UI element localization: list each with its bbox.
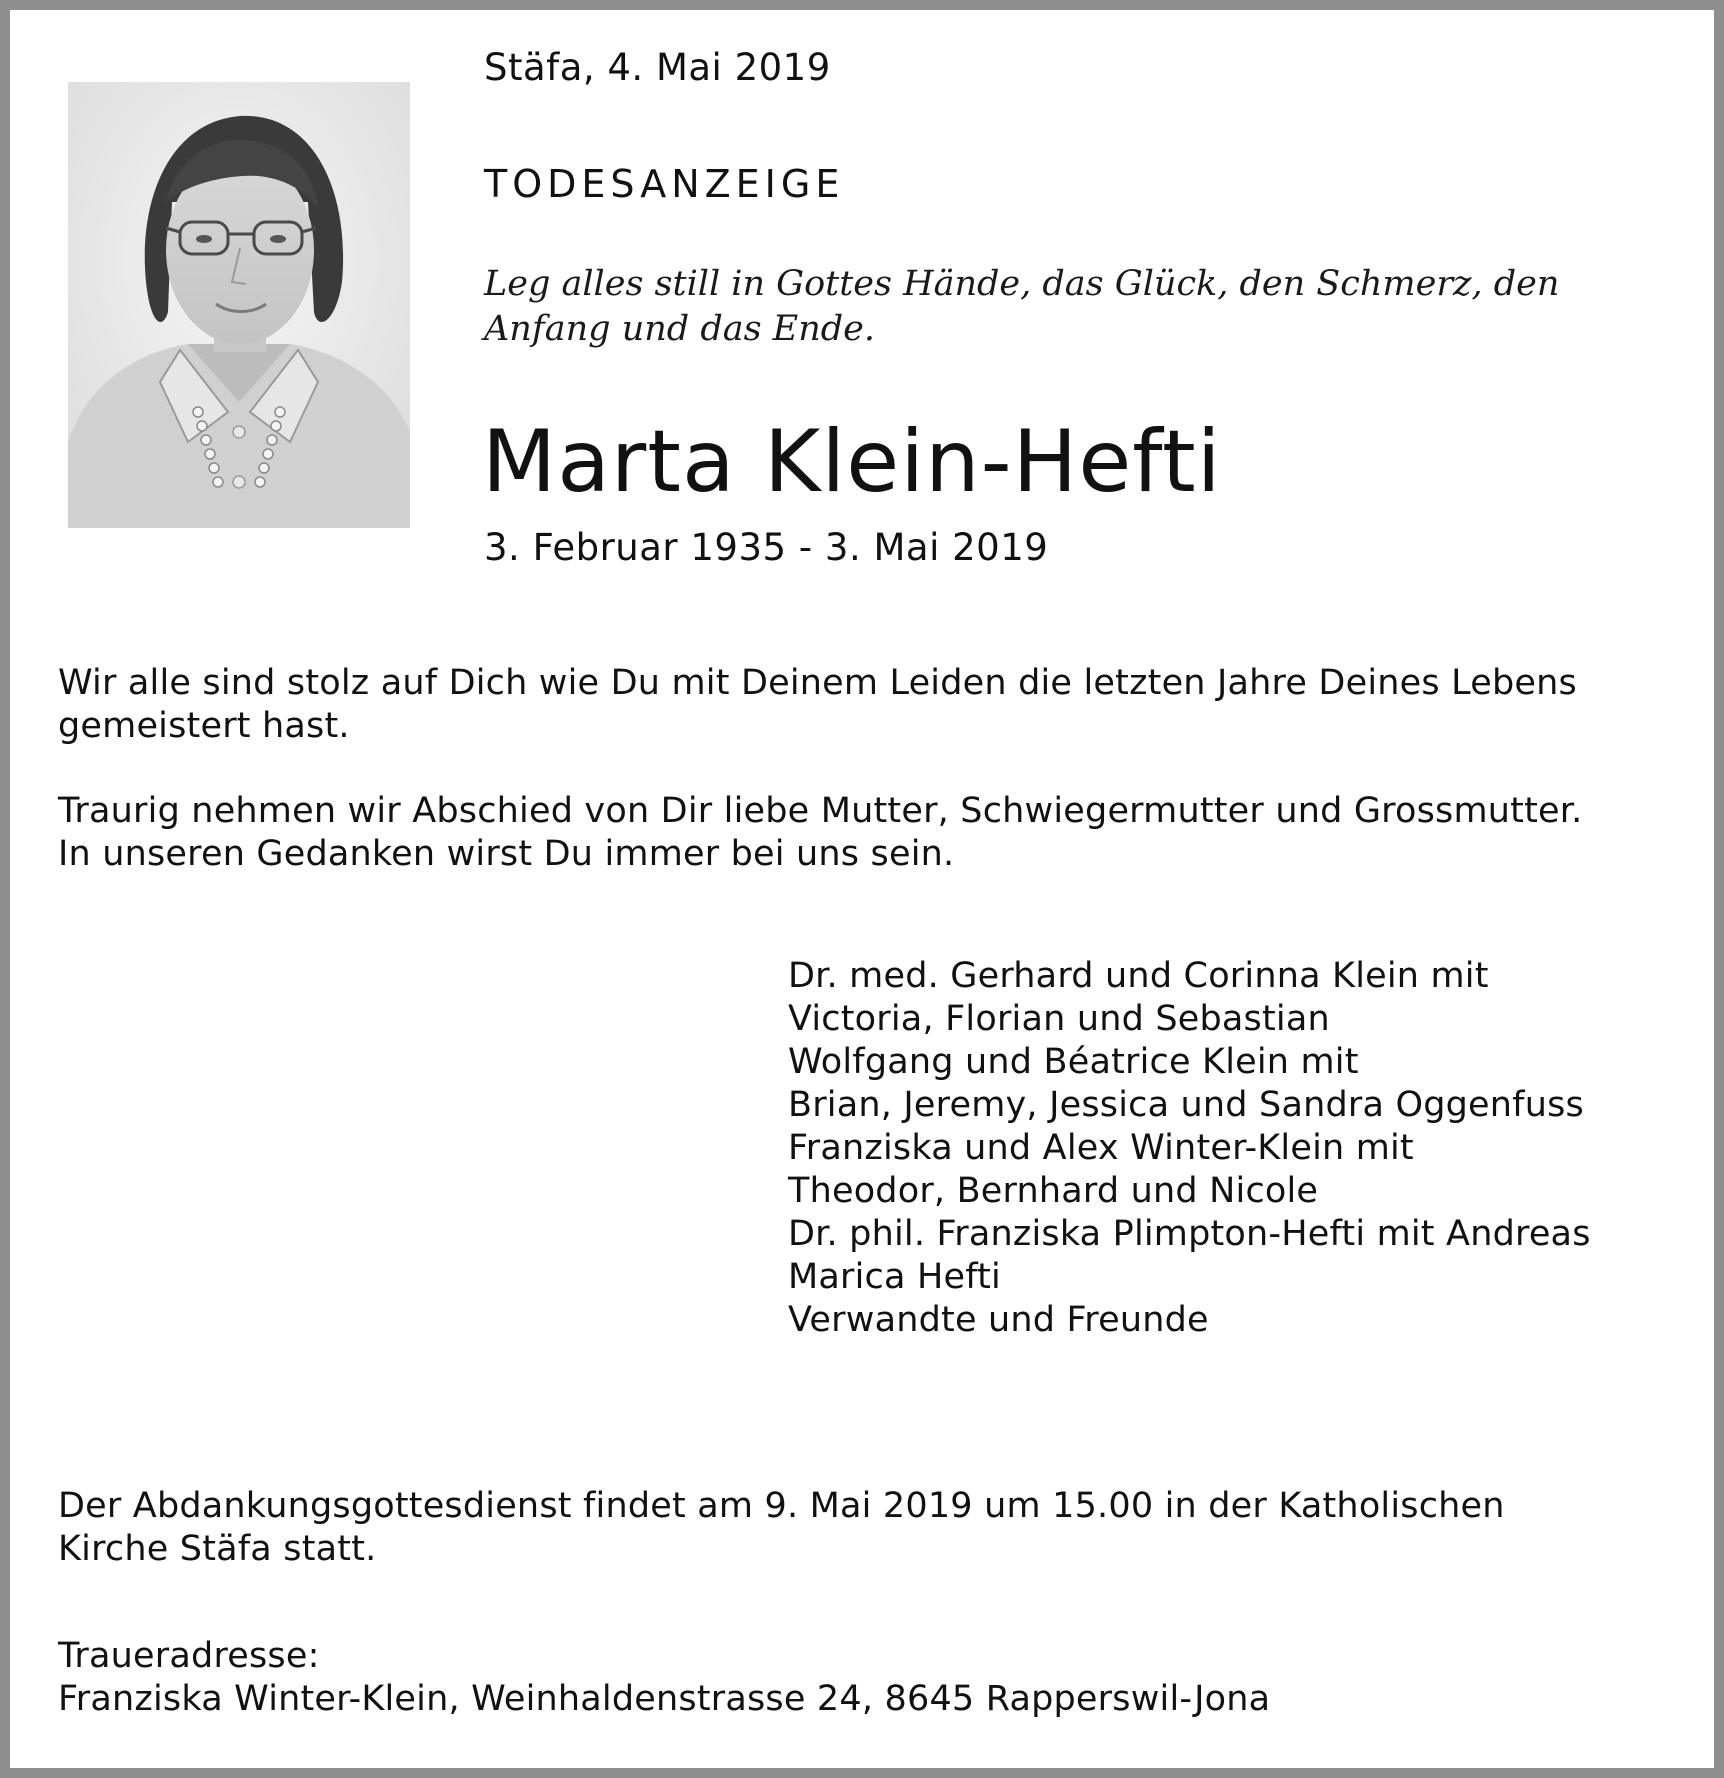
farewell-paragraph [58,790,1582,876]
place-and-date: Stäfa, 4. Mai 2019 [484,46,831,89]
mourning-address-label [58,1635,320,1678]
quote-line: Anfang und das Ende. [484,309,876,349]
memorial-quote [484,262,1560,352]
mourner-line: Dr. phil. Franziska Plimpton-Hefti mit Andreas [788,1214,1591,1254]
portrait-photo [68,82,410,528]
mourner-line: Theodor, Bernhard und Nicole [788,1171,1319,1211]
paragraph-line: In unseren Gedanken wirst Du immer bei uns sein. [58,834,955,874]
address-label-text: Traueradresse: [58,1636,320,1676]
mourner-line: Verwandte und Freunde [788,1300,1209,1340]
service-line: Kirche Stäfa statt. [58,1529,377,1569]
mourner-line: Franziska und Alex Winter-Klein mit [788,1128,1414,1168]
deceased-name: Marta Klein-Hefti [482,412,1222,512]
mourners-list [788,955,1591,1342]
paragraph-line: gemeistert hast. [58,706,350,746]
funeral-service-info [58,1485,1505,1571]
quote-line: Leg alles still in Gottes Hände, das Glück, den Schmerz, den [484,264,1560,304]
mourner-line: Marica Hefti [788,1257,1001,1297]
tribute-paragraph [58,662,1577,748]
lifespan-dates: 3. Februar 1935 - 3. Mai 2019 [484,526,1049,569]
mourner-line: Brian, Jeremy, Jessica und Sandra Oggenfuss [788,1085,1584,1125]
paragraph-line: Wir alle sind stolz auf Dich wie Du mit Deinem Leiden die letzten Jahre Deines Lebens [58,663,1577,703]
paragraph-line: Traurig nehmen wir Abschied von Dir liebe Mutter, Schwiegermutter und Grossmutter. [58,791,1583,831]
address-value-text: Franziska Winter-Klein, Weinhaldenstrasse 24, 8645 Rapperswil-Jona [58,1679,1271,1719]
frame-border-right [1714,0,1724,1778]
mourning-address [58,1678,1270,1721]
notice-heading: TODESANZEIGE [484,162,845,206]
frame-border-bottom [0,1768,1724,1778]
mourner-line: Victoria, Florian und Sebastian [788,999,1330,1039]
mourner-line: Dr. med. Gerhard und Corinna Klein mit [788,956,1489,996]
service-line: Der Abdankungsgottesdienst findet am 9. Mai 2019 um 15.00 in der Katholischen [58,1486,1505,1526]
mourner-line: Wolfgang und Béatrice Klein mit [788,1042,1359,1082]
frame-border-left [0,0,10,1778]
frame-border-top [0,0,1724,10]
portrait-image [68,82,410,528]
